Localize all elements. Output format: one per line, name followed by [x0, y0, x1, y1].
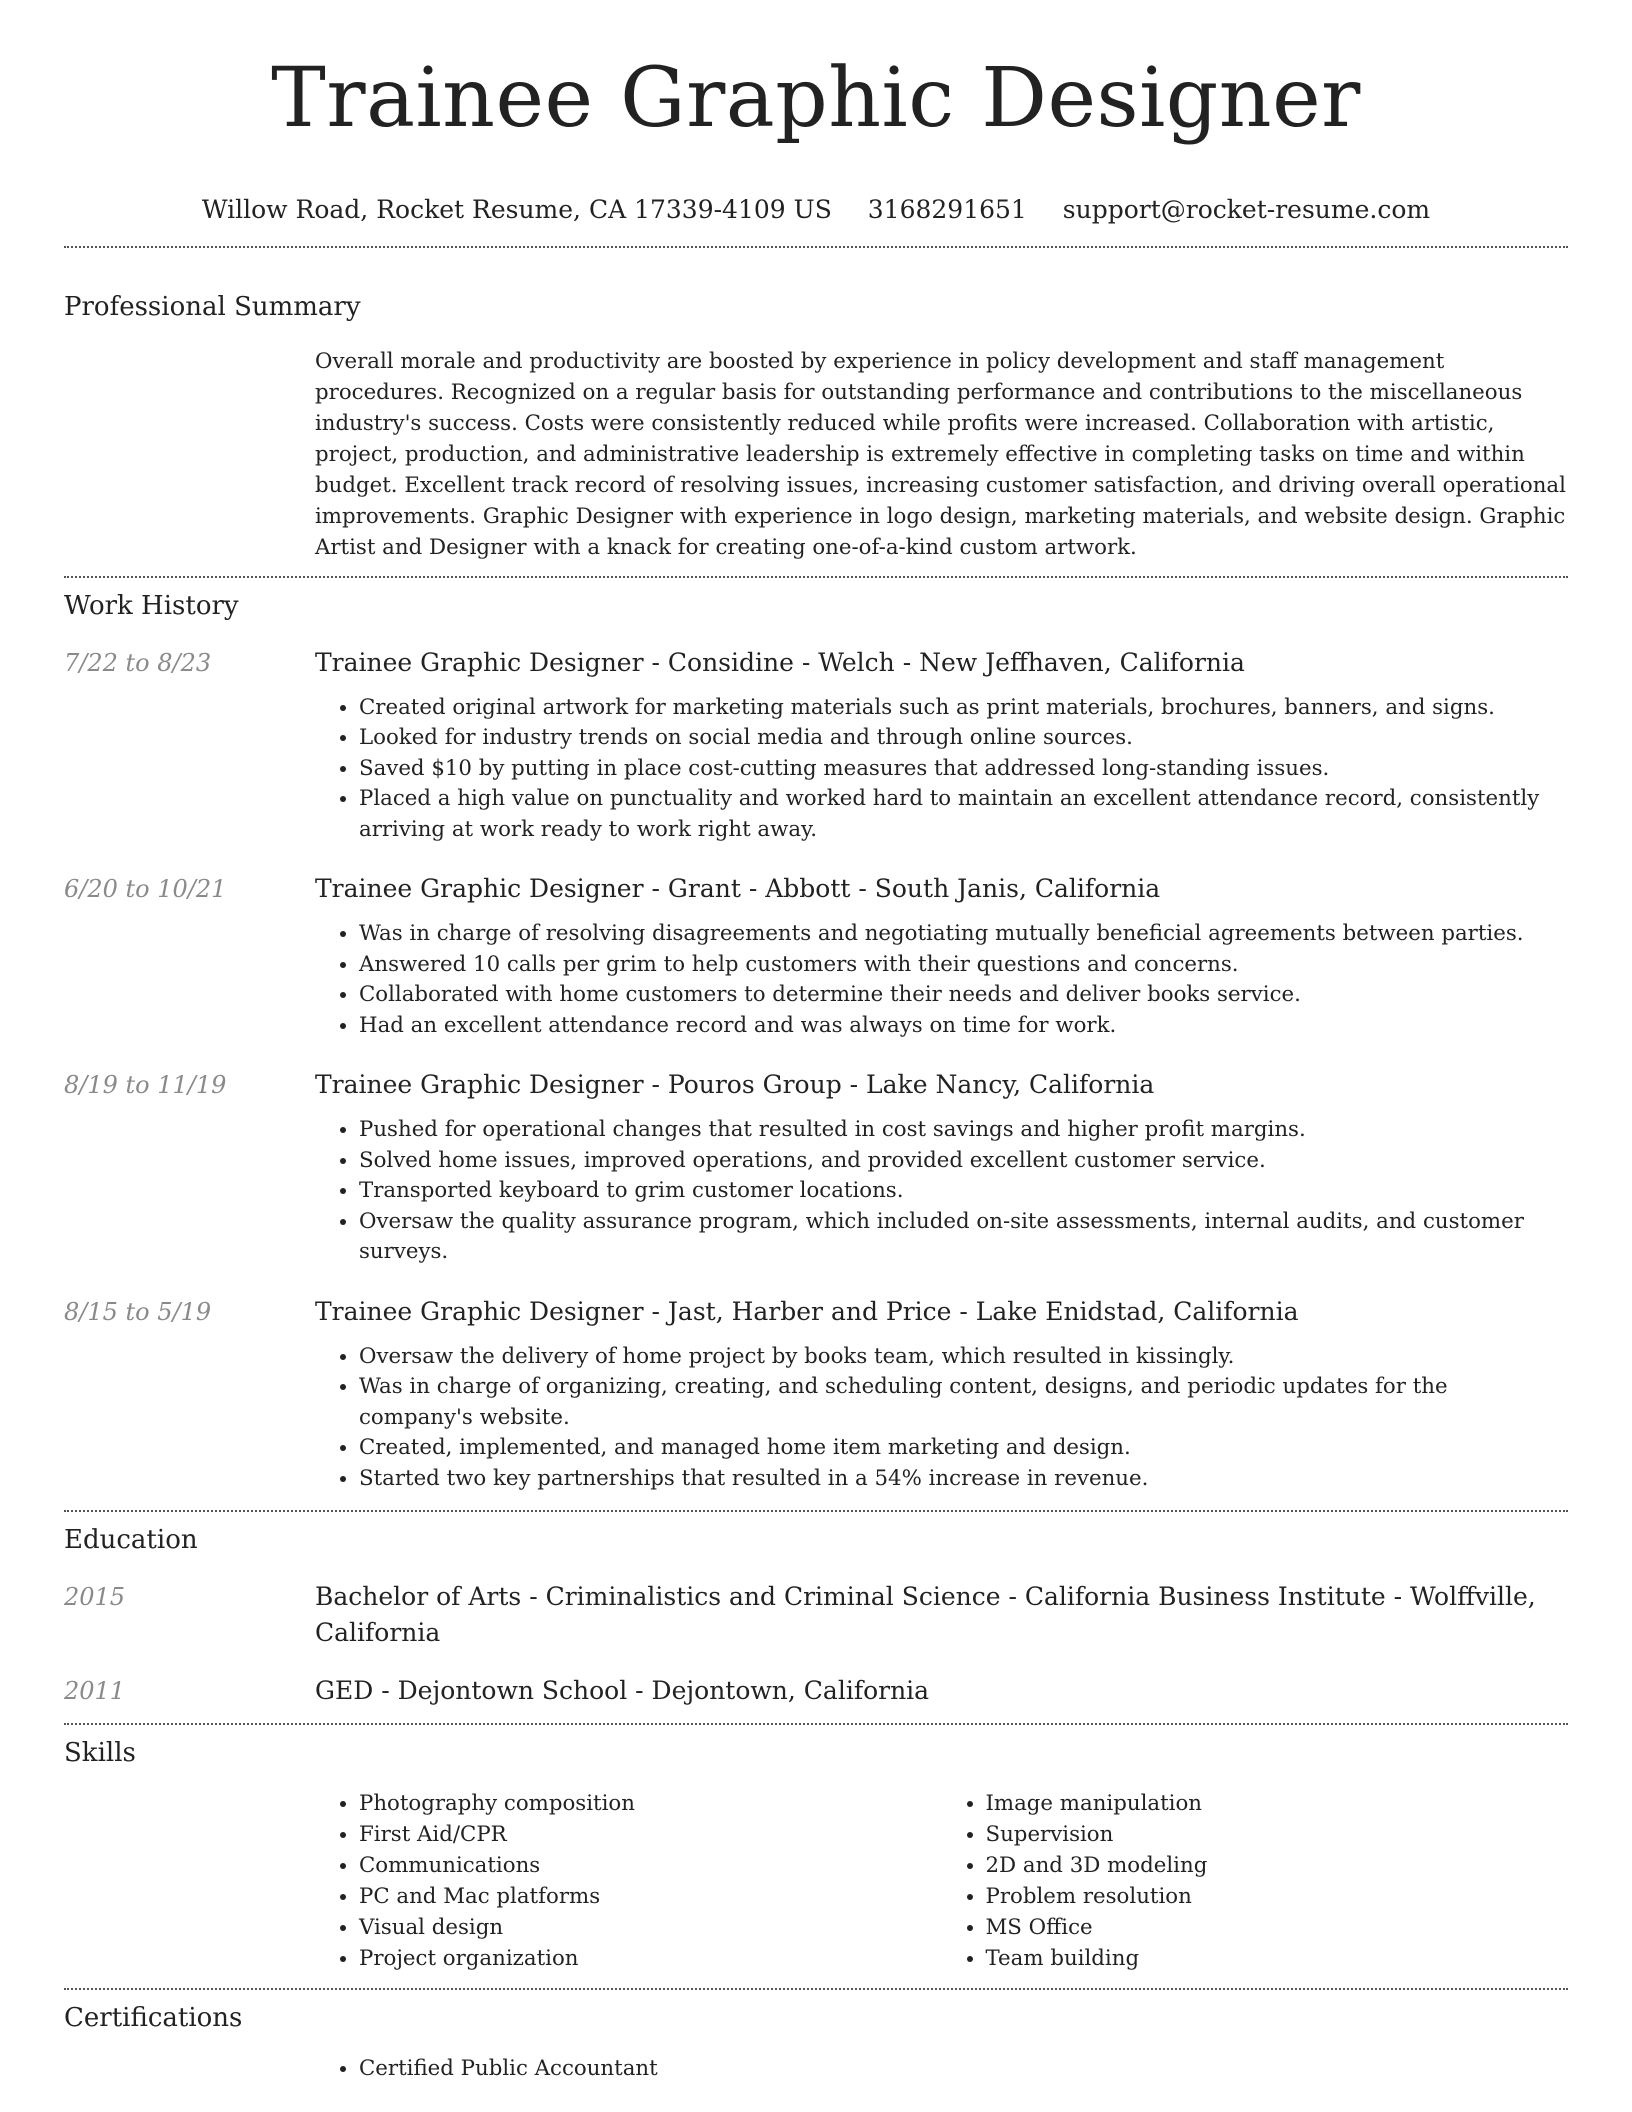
job-title: Trainee Graphic Designer - Jast, Harber and Price - Lake Enidstad, California: [315, 1296, 1299, 1326]
job-dates: 6/20 to 10/21: [64, 875, 227, 904]
job-bullet: • Answered 10 calls per grim to help customers with their questions and concerns.: [359, 950, 1568, 981]
section-divider: [64, 1510, 1568, 1512]
contact-phone: 3168291651: [867, 194, 1027, 224]
skill-item: • 2D and 3D modeling: [986, 1850, 1569, 1881]
job-entry: [64, 645, 1568, 846]
certifications-items: [315, 2053, 1568, 2084]
education-degree: GED - Dejontown School - Dejontown, California: [315, 1676, 930, 1706]
certification-item: • Certified Public Accountant: [359, 2053, 1568, 2084]
section-title-summary: Professional Summary: [64, 291, 361, 322]
contact-line: [64, 195, 1568, 224]
skill-item: • Visual design: [359, 1912, 942, 1943]
section-divider: [64, 1988, 1568, 1990]
section-divider: [64, 1723, 1568, 1725]
skill-item: • Team building: [986, 1943, 1569, 1974]
job-entry: [64, 1294, 1568, 1495]
job-body: [315, 1067, 1568, 1268]
job-dates: 7/22 to 8/23: [64, 648, 212, 677]
job-bullets: [315, 1342, 1568, 1495]
education-year: 2011: [64, 1677, 126, 1706]
job-bullet: • Pushed for operational changes that resulted in cost savings and higher profit margins.: [359, 1115, 1568, 1146]
header-divider: [64, 246, 1568, 248]
education-entry: [64, 1673, 1568, 1709]
education-entry: [64, 1579, 1568, 1651]
job-bullet: • Oversaw the delivery of home project by books team, which resulted in kissingly.: [359, 1342, 1568, 1373]
job-bullet: • Created original artwork for marketing materials such as print materials, brochures, banners, and signs.: [359, 693, 1568, 724]
contact-email[interactable]: support@rocket-resume.com: [1062, 194, 1431, 224]
job-bullets: [315, 919, 1568, 1041]
job-bullet: • Was in charge of resolving disagreements and negotiating mutually beneficial agreements between parties.: [359, 919, 1568, 950]
skills-column-right: [942, 1788, 1569, 1974]
job-title: Trainee Graphic Designer - Grant - Abbott - South Janis, California: [315, 874, 1161, 904]
work-history-list: [64, 645, 1568, 1495]
section-title-certifications: Certifications: [64, 2003, 243, 2034]
job-bullet: • Looked for industry trends on social media and through online sources.: [359, 723, 1568, 754]
skill-item: • Image manipulation: [986, 1788, 1569, 1819]
job-bullet: • Had an excellent attendance record and was always on time for work.: [359, 1011, 1568, 1042]
education-year: 2015: [64, 1583, 126, 1612]
job-bullet: • Placed a high value on punctuality and worked hard to maintain an excellent attendance record, consistently arriving at work ready to work right away.: [359, 784, 1568, 845]
job-bullet: • Saved $10 by putting in place cost-cutting measures that addressed long-standing issues.: [359, 754, 1568, 785]
job-bullet: • Oversaw the quality assurance program, which included on-site assessments, internal audits, and customer surveys.: [359, 1207, 1568, 1268]
skills-column-left: [315, 1788, 942, 1974]
summary-text: Overall morale and productivity are boosted by experience in policy development and staff management procedures. Recognized on a regular basis for outstanding performance and contributions to the miscellaneous industry's success. Costs were consistently reduced while profits were increased. Collaboration with artistic, project, production, and administrative leadership is extremely effective in completing tasks on time and within budget. Excellent track record of resolving issues, increasing customer satisfaction, and driving overall operational improvements. Graphic Designer with experience in logo design, marketing materials, and website design. Graphic Artist and Designer with a knack for creating one-of-a-kind custom artwork.: [315, 348, 1566, 560]
skill-item: • MS Office: [986, 1912, 1569, 1943]
resume-page: [64, 0, 1568, 2084]
job-body: [315, 1294, 1568, 1495]
job-title: Trainee Graphic Designer - Pouros Group - Lake Nancy, California: [315, 1070, 1155, 1100]
job-dates: 8/19 to 11/19: [64, 1071, 227, 1100]
skill-item: • Problem resolution: [986, 1881, 1569, 1912]
candidate-name: Trainee Graphic Designer: [271, 51, 1361, 146]
job-bullet: • Was in charge of organizing, creating, and scheduling content, designs, and periodic updates for the company's website.: [359, 1372, 1568, 1433]
skill-item: • Communications: [359, 1850, 942, 1881]
skill-item: • Project organization: [359, 1943, 942, 1974]
job-dates: 8/15 to 5/19: [64, 1297, 212, 1326]
section-title-education: Education: [64, 1525, 198, 1556]
certifications-list: [315, 2053, 1568, 2084]
job-entry: [64, 871, 1568, 1041]
job-bullets: [315, 1115, 1568, 1268]
job-bullet: • Transported keyboard to grim customer locations.: [359, 1176, 1568, 1207]
section-title-work-history: Work History: [64, 590, 239, 621]
job-body: [315, 871, 1568, 1041]
job-bullet: • Created, implemented, and managed home item marketing and design.: [359, 1433, 1568, 1464]
job-bullets: [315, 693, 1568, 846]
skill-item: • Photography composition: [359, 1788, 942, 1819]
education-degree: Bachelor of Arts - Criminalistics and Criminal Science - California Business Institute - Wolffville, California: [315, 1582, 1536, 1648]
section-title-skills: Skills: [64, 1738, 136, 1769]
job-entry: [64, 1067, 1568, 1268]
job-bullet: • Collaborated with home customers to determine their needs and deliver books service.: [359, 980, 1568, 1011]
job-bullet: • Solved home issues, improved operations, and provided excellent customer service.: [359, 1146, 1568, 1177]
education-list: [64, 1579, 1568, 1709]
job-title: Trainee Graphic Designer - Considine - Welch - New Jeffhaven, California: [315, 647, 1245, 677]
skill-item: • PC and Mac platforms: [359, 1881, 942, 1912]
job-body: [315, 645, 1568, 846]
job-bullet: • Started two key partnerships that resulted in a 54% increase in revenue.: [359, 1464, 1568, 1495]
section-divider: [64, 576, 1568, 578]
skill-item: • First Aid/CPR: [359, 1819, 942, 1850]
skills-grid: [315, 1788, 1568, 1974]
contact-address: Willow Road, Rocket Resume, CA 17339-4109 US: [201, 194, 832, 224]
skill-item: • Supervision: [986, 1819, 1569, 1850]
